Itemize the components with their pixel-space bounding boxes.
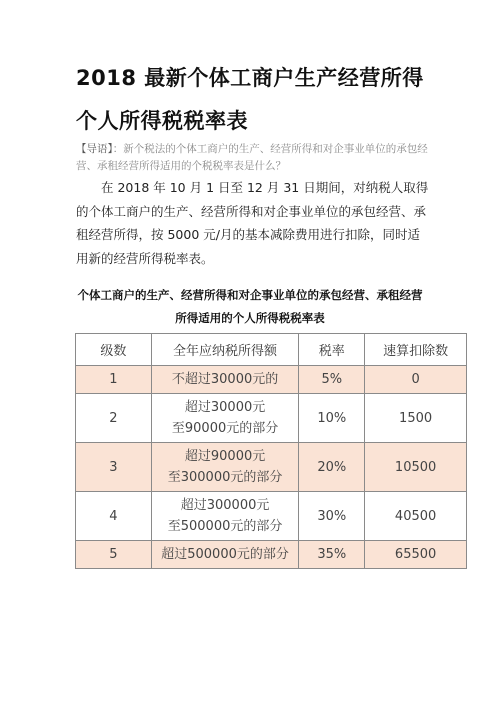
- guide-text: ：新个税法的个体工商户的生产、经营所得和对企事业单位的承包经营、承租经营所得适用的个税税率表是什么？: [76, 143, 428, 172]
- income-line: 超过300000元: [180, 498, 270, 513]
- table-row: [76, 492, 467, 541]
- income-line: 至90000元的部分: [171, 421, 279, 436]
- cell-rate: 20%: [299, 443, 365, 492]
- cell-income: [151, 366, 299, 394]
- cell-deduction: 40500: [365, 492, 467, 541]
- income-line: 不超过30000元的: [171, 372, 279, 387]
- header-level: 级数: [76, 334, 152, 366]
- cell-income: [151, 541, 299, 569]
- cell-rate: 35%: [299, 541, 365, 569]
- income-line: 至500000元的部分: [167, 519, 283, 534]
- table-header-row: [76, 334, 467, 366]
- table-caption-line-1: 个体工商户的生产、经营所得和对企事业单位的承包经营、承租经营: [77, 288, 423, 302]
- cell-deduction: 1500: [365, 394, 467, 443]
- document-title-line-1: 2018 最新个体工商户生产经营所得: [76, 66, 424, 90]
- income-line: 超过30000元: [184, 400, 266, 415]
- cell-level: 5: [76, 541, 152, 569]
- table-row: [76, 541, 467, 569]
- cell-level: 2: [76, 394, 152, 443]
- cell-rate: 5%: [299, 366, 365, 394]
- cell-income: [151, 492, 299, 541]
- cell-level: 1: [76, 366, 152, 394]
- tax-rate-table: [75, 333, 467, 569]
- header-income: 全年应纳税所得额: [151, 334, 299, 366]
- table-row: [76, 443, 467, 492]
- table-row: [76, 394, 467, 443]
- header-deduction: 速算扣除数: [365, 334, 467, 366]
- cell-level: 4: [76, 492, 152, 541]
- document-title-line-2: 个人所得税税率表: [76, 109, 248, 133]
- body-paragraph: 在 2018 年 10 月 1 日至 12 月 31 日期间，对纳税人取得的个体工商户的生产、经营所得和对企事业单位的承包经营、承租经营所得，按 5000 元/月的基本减除费用进行扣除，同时适用新的经营所得税率表。: [76, 180, 429, 266]
- guide-tag: 【导语】: [76, 143, 113, 155]
- table-row: [76, 366, 467, 394]
- cell-income: [151, 443, 299, 492]
- header-rate: 税率: [299, 334, 365, 366]
- cell-deduction: 0: [365, 366, 467, 394]
- cell-deduction: 10500: [365, 443, 467, 492]
- cell-rate: 30%: [299, 492, 365, 541]
- cell-deduction: 65500: [365, 541, 467, 569]
- table-caption-line-2: 所得适用的个人所得税税率表: [175, 311, 325, 325]
- guide-intro: [76, 141, 432, 175]
- income-line: 至300000元的部分: [167, 470, 283, 485]
- cell-level: 3: [76, 443, 152, 492]
- income-line: 超过500000元的部分: [161, 547, 289, 562]
- cell-rate: 10%: [299, 394, 365, 443]
- cell-income: [151, 394, 299, 443]
- income-line: 超过90000元: [184, 449, 266, 464]
